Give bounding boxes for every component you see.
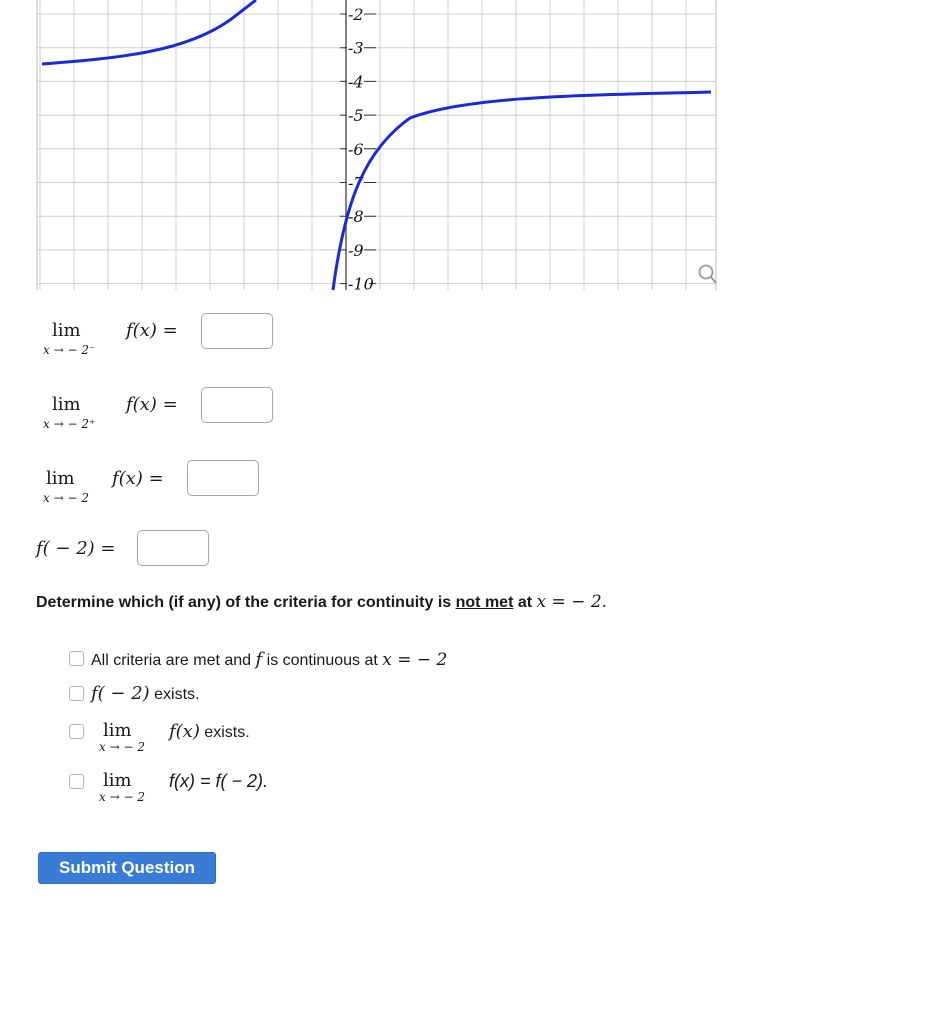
option-label xyxy=(91,649,447,670)
continuity-question xyxy=(36,592,607,612)
lim-subscript: x → − 2 xyxy=(99,740,145,754)
function-value-expression: f( − 2) = xyxy=(36,538,116,559)
option-math: f( − 2) xyxy=(91,683,150,704)
y-tick-label: -4 xyxy=(348,72,364,92)
option-text2: is continuous at xyxy=(262,652,383,669)
limit-expression: f(x) = xyxy=(112,468,164,489)
option-math-f: f xyxy=(255,649,263,670)
option-checkbox[interactable] xyxy=(69,651,84,666)
lim-label: lim xyxy=(46,468,75,489)
y-tick-label: -3 xyxy=(348,38,364,58)
submit-question-button[interactable]: Submit Question xyxy=(38,852,216,884)
limit-two-sided-answer-input[interactable] xyxy=(187,460,259,496)
lim-label: lim xyxy=(52,320,81,341)
option-math: f(x) xyxy=(169,721,200,742)
lim-subscript: x → − 2 xyxy=(43,491,89,505)
y-tick-label: -9 xyxy=(348,240,364,260)
graph-grid xyxy=(37,0,716,290)
lim-subscript: x → − 2 xyxy=(99,790,145,804)
question-emphasis: not met xyxy=(455,594,514,611)
lim-subscript: x → − 2⁻ xyxy=(43,343,96,357)
function-graph xyxy=(0,0,939,300)
y-tick-label: -5 xyxy=(348,106,364,126)
question-text: Determine which (if any) of the criteria for continuity is xyxy=(36,594,456,611)
limit-left-answer-input[interactable] xyxy=(201,313,273,349)
option-text: exists. xyxy=(149,686,200,703)
option-text: exists. xyxy=(199,724,250,741)
option-checkbox[interactable] xyxy=(69,724,84,739)
lim-label: lim xyxy=(103,720,132,741)
y-tick-label: -7 xyxy=(348,173,364,193)
question-text-mid: at xyxy=(513,594,537,611)
y-tick-label: -2 xyxy=(348,5,364,24)
y-tick-label: -6 xyxy=(348,139,364,159)
option-label xyxy=(169,721,250,742)
lim-subscript: x → − 2⁺ xyxy=(43,417,96,431)
limit-expression: f(x) = xyxy=(126,320,178,341)
option-checkbox[interactable] xyxy=(69,686,84,701)
lim-label: lim xyxy=(103,770,132,791)
option-checkbox[interactable] xyxy=(69,774,84,789)
magnifier-icon[interactable] xyxy=(700,266,717,284)
y-tick-label: -8 xyxy=(348,207,364,227)
option-label xyxy=(91,683,199,704)
limit-right-answer-input[interactable] xyxy=(201,387,273,423)
limit-expression: f(x) = xyxy=(126,394,178,415)
option-text: All criteria are met and xyxy=(91,652,256,669)
question-math: x = − 2. xyxy=(536,592,608,612)
option-math: f(x) = f( − 2). xyxy=(169,771,269,791)
right-branch-curve xyxy=(333,92,711,290)
option-math: x = − 2 xyxy=(382,650,448,670)
y-tick-label: -10 xyxy=(348,274,374,294)
function-value-answer-input[interactable] xyxy=(137,530,209,566)
lim-label: lim xyxy=(52,394,81,415)
